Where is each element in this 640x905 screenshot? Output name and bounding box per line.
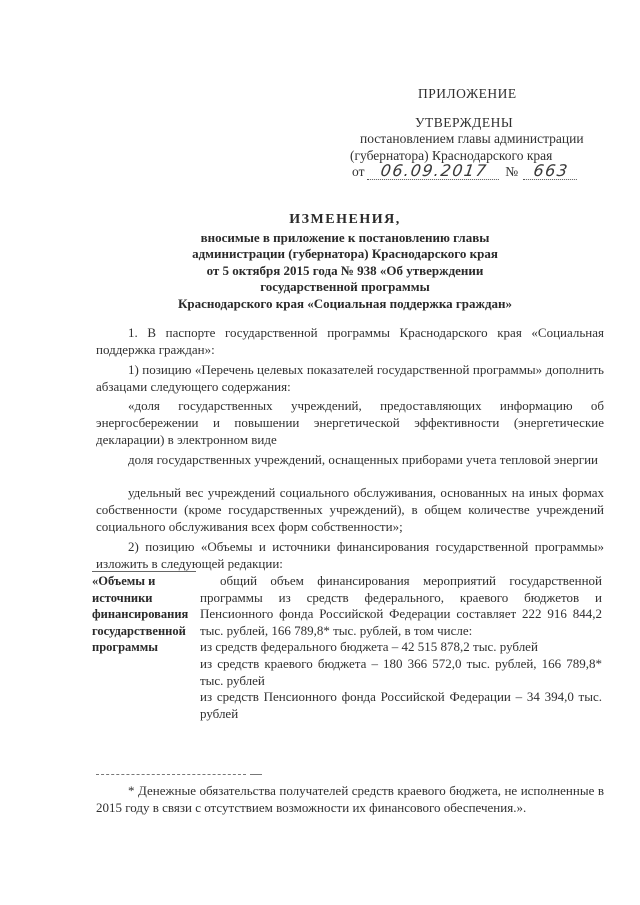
paragraph-1: 1. В паспорте государственной программы Краснодарского края «Социальная поддержка граждан»: bbox=[96, 325, 604, 357]
approved-title: УТВЕРЖДЕНЫ bbox=[415, 115, 514, 130]
paragraph-6: 2) позицию «Объемы и источники финансирования государственной программы» изложить в следующей редакции: bbox=[96, 539, 604, 571]
appendix-title: ПРИЛОЖЕНИЕ bbox=[418, 86, 517, 101]
table-label-cell: «Объемы и источники финансирования государственной программы bbox=[92, 574, 189, 654]
heading-line-1: вносимые в приложение к постановлению главы bbox=[200, 229, 490, 245]
table-value-cell bbox=[200, 573, 602, 722]
handwritten-number: 663 bbox=[522, 163, 578, 180]
footnote-separator-tail bbox=[250, 774, 262, 775]
table-value-line: из средств федерального бюджета – 42 515 878,2 тыс. рублей bbox=[200, 639, 538, 655]
date-prefix: от bbox=[352, 164, 365, 179]
paragraph-5: удельный вес учреждений социального обслуживания, основанных на иных формах собственности (кроме государственных учреждений), в общем количестве учреждений социального обслуживания всех форм собственности»; bbox=[96, 485, 604, 534]
table-value-line: из средств Пенсионного фонда Российской Федерации – 34 394,0 тыс. рублей bbox=[200, 689, 602, 721]
document-heading bbox=[150, 212, 540, 312]
decree-date-row bbox=[352, 163, 578, 185]
heading-line-2: администрации (губернатора) Краснодарского края bbox=[192, 246, 498, 261]
footnote-separator bbox=[96, 774, 246, 776]
decree-line-1: постановлением главы администрации bbox=[360, 131, 584, 146]
paragraph-4: доля государственных учреждений, оснащенных приборами учета тепловой энергии bbox=[128, 452, 598, 467]
number-sign: № bbox=[505, 164, 519, 179]
approval-block bbox=[0, 0, 640, 200]
heading-line-4: государственной программы bbox=[260, 279, 430, 294]
table-value-line: из средств краевого бюджета – 180 366 572,0 тыс. рублей, 166 789,8* тыс. рублей bbox=[200, 655, 602, 688]
paragraph-2: 1) позицию «Перечень целевых показателей государственной программы» дополнить абзацами следующего содержания: bbox=[96, 362, 604, 394]
table-value-line: общий объем финансирования мероприятий государственной программы из средств федерального, краевого бюджетов и Пенсионного фонда Российской Федерации составляет 222 916 844,2 тыс. рублей, 166 789,8* тыс. рублей, в том числе: bbox=[200, 573, 602, 638]
heading-line-3: от 5 октября 2015 года № 938 «Об утверждении bbox=[206, 262, 484, 278]
footnote: * Денежные обязательства получателей средств краевого бюджета, не исполненные в 2015 году в связи с отсутствием возможности их финансового обеспечения.». bbox=[96, 783, 604, 815]
decree-line-2: (губернатора) Краснодарского края bbox=[350, 148, 553, 163]
heading-line-5: Краснодарского края «Социальная поддержка граждан» bbox=[177, 295, 513, 311]
table-top-rule bbox=[92, 571, 196, 572]
paragraph-3: «доля государственных учреждений, предоставляющих информацию об энергосбережении и повышении энергетической эффективности (энергетические декларации) в электронном виде bbox=[96, 398, 604, 447]
financing-table bbox=[92, 571, 606, 761]
handwritten-date: 06.09.2017 bbox=[367, 163, 501, 180]
heading-title: ИЗМЕНЕНИЯ, bbox=[289, 212, 401, 227]
